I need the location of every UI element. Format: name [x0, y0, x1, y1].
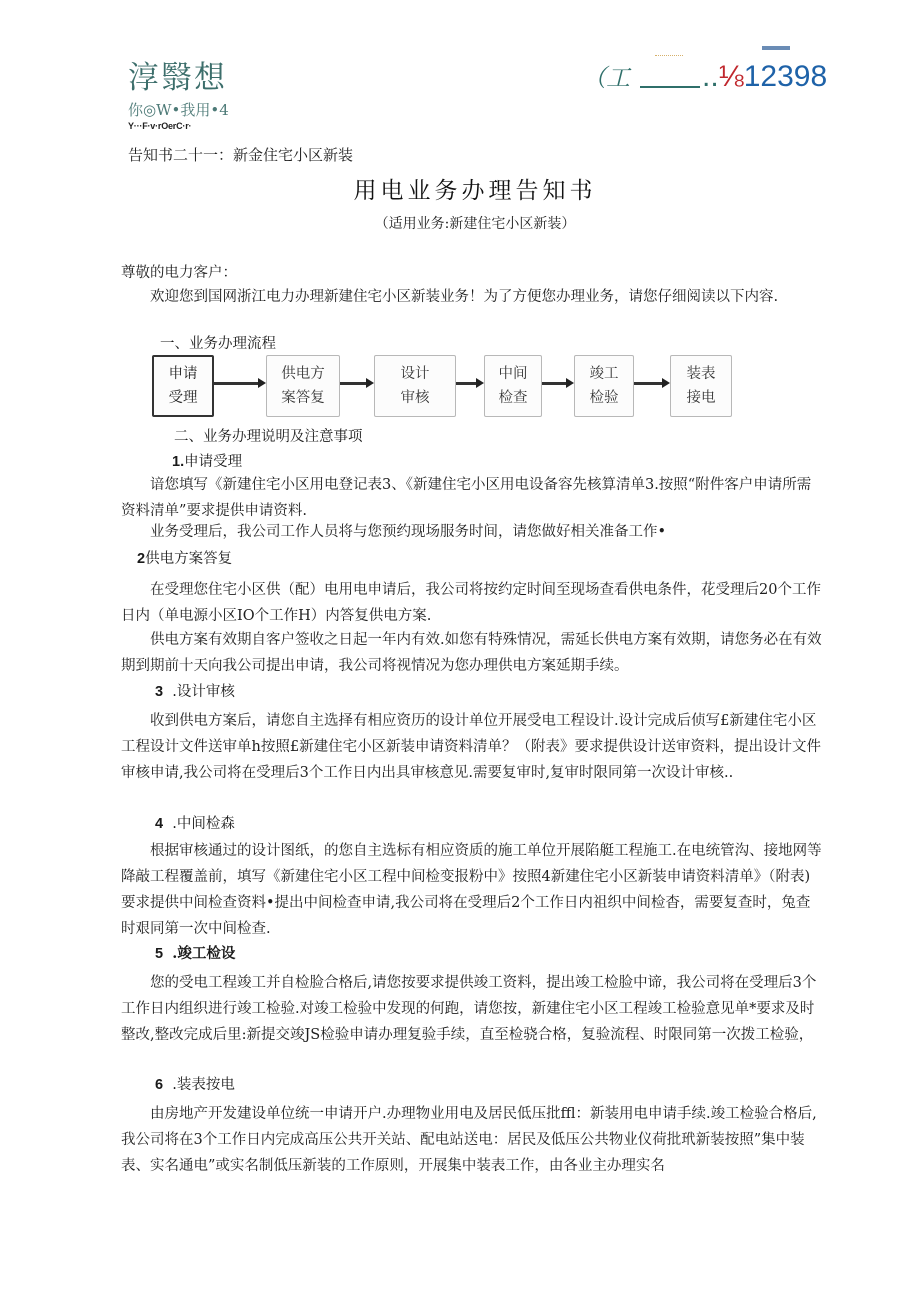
flow-step-design-review: [374, 355, 456, 417]
flow-step-supply-plan: [266, 355, 340, 417]
item-heading-completion-inspection: [155, 942, 235, 963]
item-paragraph: 业务受理后，我公司工作人员将与您预约现场服务时间，请您做好相关准备工作•: [150, 524, 667, 540]
hotline-number: 12398: [743, 60, 828, 93]
flow-step-label: 供电方: [281, 366, 325, 382]
section-heading-notes: 二、业务办理说明及注意事项: [174, 429, 363, 445]
flow-step-label: 竣工: [589, 366, 619, 382]
flow-step-label: 审核: [400, 390, 430, 406]
flow-step-completion-inspection: [574, 355, 634, 417]
item-paragraph: 收到供电方案后，请您自主选择有相应资历的设计单位开展受电工程设计.设计完成后侦写£新建住宅小区工程设计文件送审单h按照£新建住宅小区新装申请资料清单？（附表》要求提供设计送审资料，提出设计文件审核申请,我公司将在受理后3个工作日内出具审核意见.需要复审时,复审时限同第一次设计审核..: [121, 713, 822, 781]
greeting: 尊敬的电力客户：: [121, 265, 237, 281]
item-heading-design-review: [155, 680, 235, 701]
flow-step-label: 申请: [168, 366, 198, 382]
flow-step-label: 案答复: [281, 390, 325, 406]
company-logo-text: 淳翳想: [128, 60, 227, 96]
item-paragraph: 在受理您住宅小区供（配）电用电申请后，我公司将按约定时间至现场查看供电条件，花受理后20个工作日内（单电源小区IO个工作H）内答复供电方案.: [121, 582, 821, 624]
intro-paragraph: 欢迎您到国网浙江电力办理新建住宅小区新装业务！为了方便您办理业务，请您仔细阅读以下内容.: [150, 289, 779, 305]
item-title: 申请受理: [184, 454, 243, 470]
item-paragraph: 供电方案有效期自客户签收之日起一年内有效.如您有特殊情况，需延长供电方案有效期，请您务必在有效期到期前十天向我公司提出申请，我公司将视情况为您办理供电方案延期手续。: [121, 632, 822, 674]
flow-step-label: 接电: [686, 390, 716, 406]
hotline-prefix: （工: [582, 64, 630, 92]
page-title: 用电业务办理告知书: [353, 178, 597, 204]
hotline-underline: [640, 62, 700, 88]
process-flowchart: [152, 355, 742, 421]
flow-step-label: 装表: [686, 366, 716, 382]
item-title: .竣工检设: [172, 945, 236, 962]
item-number: 4: [155, 816, 164, 832]
company-english-name: Y···F·v·rOerC·r·: [128, 121, 192, 131]
item-title: .设计审核: [172, 684, 235, 700]
arrow-right-icon: [340, 382, 368, 385]
item-paragraph: 您的受电工程竣工并自检脸合格后,请您按要求提供竣工资料，提出竣工检脸中谛，我公司将在受理后3个工作日内组织进行竣工检验.对竣工检验中发现的何跑，请您按，新建住宅小区工程竣工检验意见单*要求及时整改,整改完成后里:新提交竣JS检验申请办理复验手续，直至检骁合格，复验流程、时限同第一次拨工检验，: [121, 975, 817, 1043]
flow-step-label: 受理: [168, 390, 198, 406]
flow-step-label: 检查: [498, 390, 528, 406]
company-slogan: 你◎W•我用•4: [128, 101, 229, 119]
item-title: .中间检森: [172, 816, 235, 832]
item-heading-midway-inspection: [155, 812, 235, 833]
item-paragraph: 由房地产开发建设单位统一申请开户.办理物业用电及居民低压批ffl：新装用电申请手续.竣工检验合格后,我公司将在3个工作日内完成高压公共开关站、配电站送电：居民及低压公共物业仪荷批玳新装按照”集中装表、实名通电”或实名制低压新装的工作原则，开展集中装表工作，由各业主办理实名: [121, 1106, 817, 1174]
item-number: 2: [137, 551, 146, 567]
flow-step-label: 检验: [589, 390, 619, 406]
service-hotline: [582, 58, 827, 94]
item-heading-application: [172, 450, 242, 471]
flow-step-application: [152, 355, 214, 417]
flow-step-midway-inspection: [484, 355, 542, 417]
item-heading-supply-plan: [137, 547, 232, 568]
item-number: 3: [155, 684, 164, 700]
decorative-mark: [762, 46, 790, 50]
hotline-dots: ..: [702, 60, 719, 93]
item-paragraph: 根据审核通过的设计图纸，的您自主选标有相应资质的施工单位开展陷艇工程施工.在电统管沟、接地网等降敲工程覆盖前，填写《新建住宅小区工程中间检变报粉中》按照4新建住宅小区新装申请资料清单》（附表)要求提供中间检查资料•提出中间检查申请,我公司将在受理后2个工作日内祖织中间检杳，需要复查时，兔查时艰同第一次中间检查.: [121, 843, 822, 937]
notice-number: 告知书二十一：新金住宅小区新装: [128, 146, 354, 164]
page-subtitle: （适用业务:新建住宅小区新装）: [374, 216, 576, 232]
arrow-right-icon: [634, 382, 664, 385]
arrow-right-icon: [542, 382, 568, 385]
hotline-fraction: ⅛: [718, 60, 744, 93]
flow-step-meter-connection: [670, 355, 732, 417]
arrow-right-icon: [456, 382, 478, 385]
item-heading-meter-connection: [155, 1073, 235, 1094]
arrow-right-icon: [214, 382, 260, 385]
item-paragraph: 谙您填写《新建住宅小区用电登记表3、《新建住宅小区用电设备容先核算清单3.按照“附件客户申请所需资料清单”要求提供申请资料.: [121, 477, 812, 519]
flow-step-label: 中间: [498, 366, 528, 382]
item-title: .装表按电: [172, 1077, 235, 1093]
section-heading-process: 一、业务办理流程: [160, 336, 276, 352]
item-title: 供电方案答复: [145, 551, 233, 567]
item-number: 6: [155, 1077, 164, 1093]
flow-step-label: 设计: [400, 366, 430, 382]
item-number: 5: [155, 946, 164, 962]
item-number: 1.: [172, 454, 185, 470]
